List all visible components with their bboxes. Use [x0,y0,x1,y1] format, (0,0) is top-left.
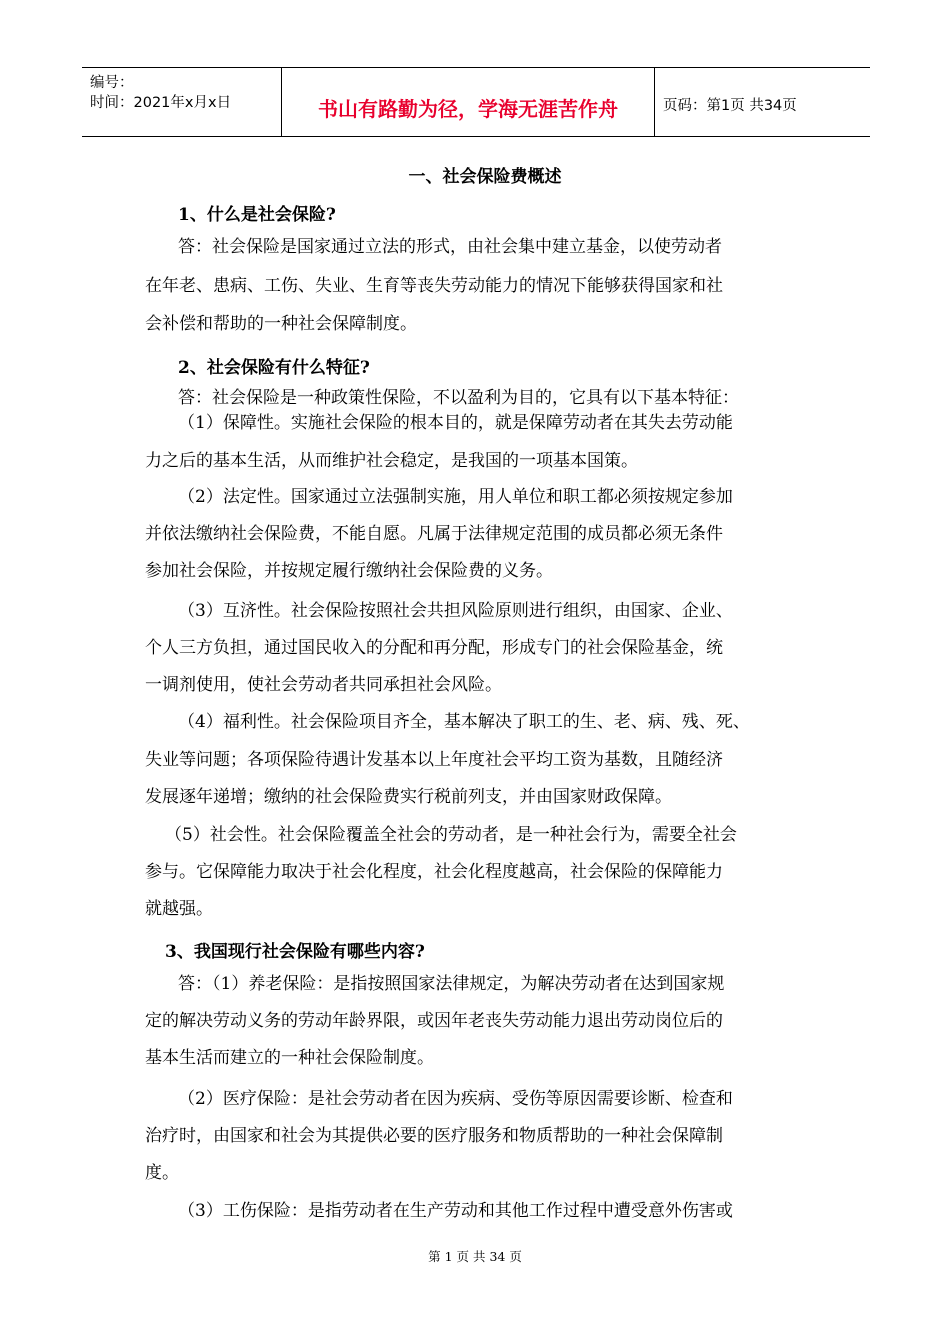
header-left-cell [82,68,282,136]
q2-p4-line: （4）福利性。社会保险项目齐全，基本解决了职工的生、老、病、残、死、 [178,712,750,732]
q3-p3-line: （3）工伤保险：是指劳动者在生产劳动和其他工作过程中遭受意外伤害或 [178,1201,733,1221]
q3-p2-line: 度。 [145,1163,179,1183]
q3-p1-line: 基本生活而建立的一种社会保险制度。 [145,1048,434,1068]
serial-label: 编号： [90,75,134,91]
page-info: 页码：第1页 共34页 [663,98,797,114]
question-3: 3、我国现行社会保险有哪些内容? [165,942,425,962]
q2-p4-line: 失业等问题；各项保险待遇计发基本以上年度社会平均工资为基数，且随经济 [145,750,723,770]
q2-p3-line: 一调剂使用，使社会劳动者共同承担社会风险。 [145,675,502,695]
q2-p4-line: 发展逐年递增；缴纳的社会保险费实行税前列支，并由国家财政保障。 [145,787,672,807]
motto: 书山有路勤为径，学海无涯苦作舟 [318,97,618,121]
q3-p2-line: 治疗时，由国家和社会为其提供必要的医疗服务和物质帮助的一种社会保障制 [145,1126,723,1146]
date-label: 时间：2021年x月x日 [90,95,232,111]
question-1: 1、什么是社会保险? [178,205,336,225]
section-title: 一、社会保险费概述 [408,167,562,187]
q2-p2-line: （2）法定性。国家通过立法强制实施，用人单位和职工都必须按规定参加 [178,487,733,507]
q3-p1-line: 答：（1）养老保险：是指按照国家法律规定，为解决劳动者在达到国家规 [178,974,725,994]
q2-p3-line: 个人三方负担，通过国民收入的分配和再分配，形成专门的社会保险基金，统 [145,638,723,658]
q2-intro: 答：社会保险是一种政策性保险，不以盈利为目的，它具有以下基本特征： [178,388,739,408]
page-footer: 第 1 页 共 34 页 [428,1249,522,1264]
q2-p5-line: 参与。它保障能力取决于社会化程度，社会化程度越高，社会保险的保障能力 [145,862,723,882]
q1-line: 答：社会保险是国家通过立法的形式，由社会集中建立基金，以使劳动者 [178,237,722,257]
q2-p2-line: 并依法缴纳社会保险费，不能自愿。凡属于法律规定范围的成员都必须无条件 [145,524,723,544]
header-table [82,67,870,137]
q2-p5-line: （5）社会性。社会保险覆盖全社会的劳动者，是一种社会行为，需要全社会 [165,825,737,845]
q1-line: 在年老、患病、工伤、失业、生育等丧失劳动能力的情况下能够获得国家和社 [145,276,723,296]
q1-line: 会补偿和帮助的一种社会保障制度。 [145,314,417,334]
q3-p1-line: 定的解决劳动义务的劳动年龄界限，或因年老丧失劳动能力退出劳动岗位后的 [145,1011,723,1031]
header-page-cell [655,68,870,136]
q3-p2-line: （2）医疗保险：是社会劳动者在因为疾病、受伤等原因需要诊断、检查和 [178,1089,733,1109]
q2-p2-line: 参加社会保险，并按规定履行缴纳社会保险费的义务。 [145,561,553,581]
question-2: 2、社会保险有什么特征? [178,358,370,378]
header-motto-cell [282,68,655,136]
q2-p5-line: 就越强。 [145,899,213,919]
q2-p1-line: 力之后的基本生活，从而维护社会稳定，是我国的一项基本国策。 [145,451,638,471]
q2-p1-line: （1）保障性。实施社会保险的根本目的，就是保障劳动者在其失去劳动能 [178,413,733,433]
q2-p3-line: （3）互济性。社会保险按照社会共担风险原则进行组织，由国家、企业、 [178,601,733,621]
